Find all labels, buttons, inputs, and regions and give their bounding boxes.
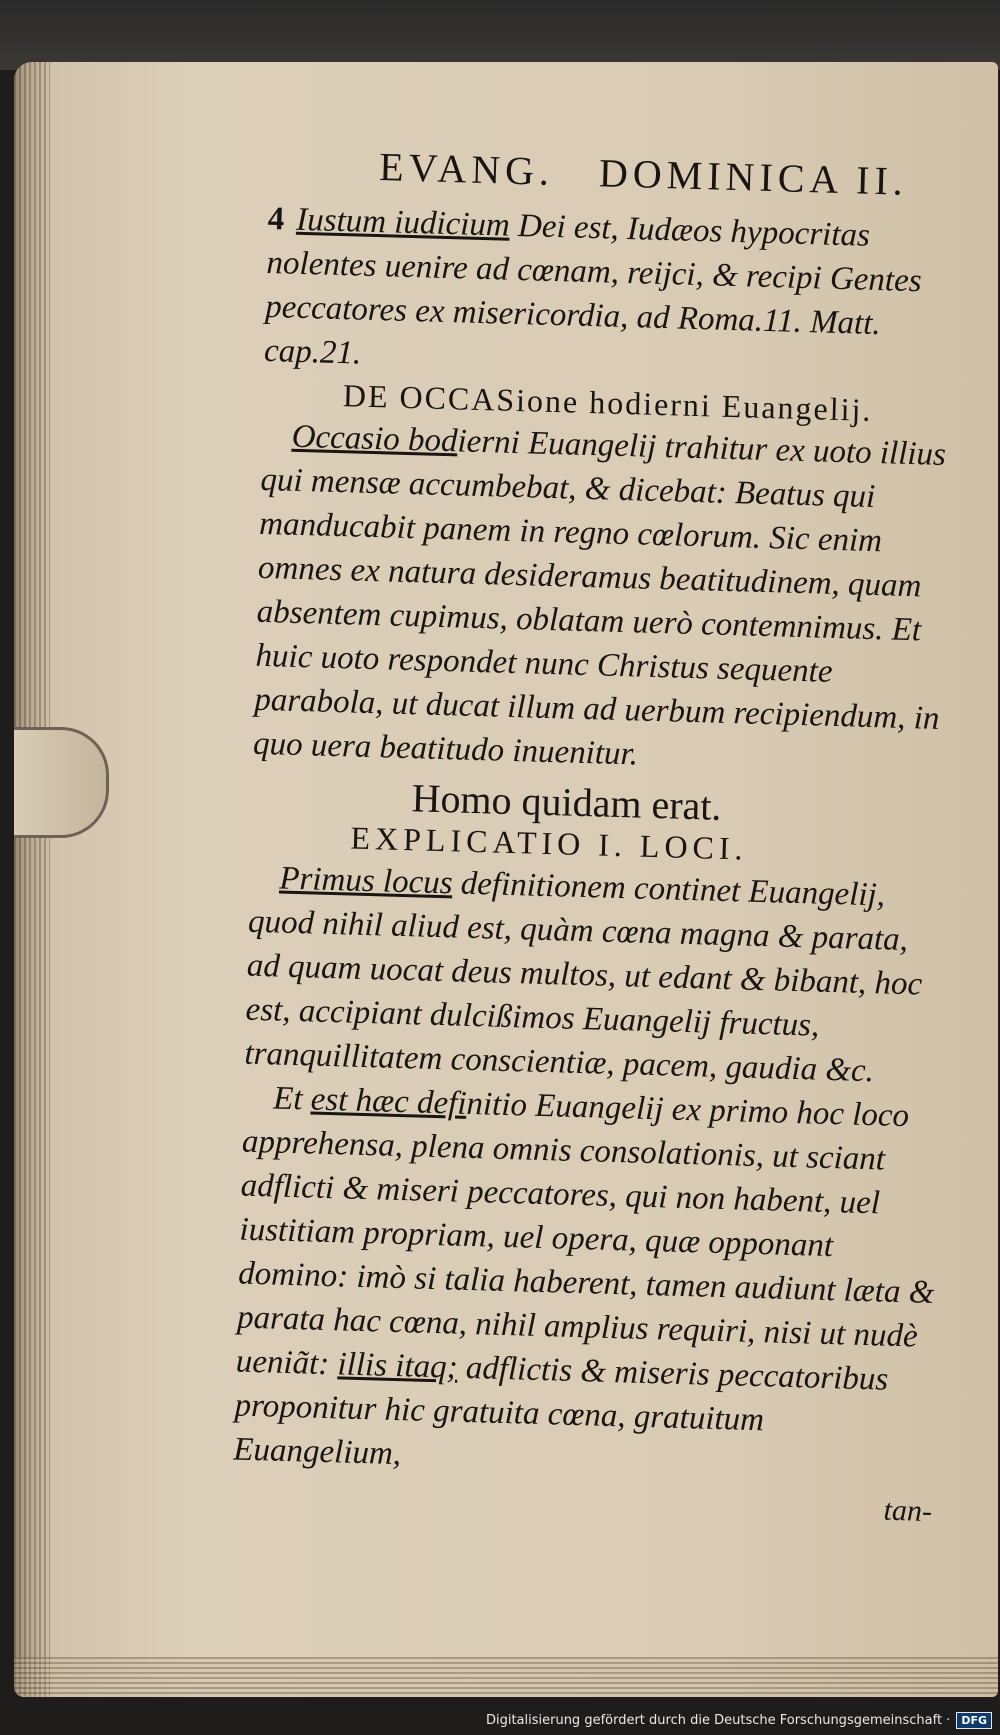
verse-heading: Homo quidam erat. (411, 775, 723, 829)
header-left: EVANG. (378, 144, 555, 194)
occasion-heading: DE OCCASione hodierni Euangelij. (342, 377, 873, 428)
occasion-paragraph (253, 414, 963, 785)
et-paragraph (233, 1076, 944, 1491)
item-number: 4 (267, 200, 285, 238)
scan-background (0, 0, 1000, 70)
paragraph-text: Dei est, Iudæos hypocritas nolentes uenire ad cœnam, reijci, & recipi Gentes peccatores ex misericordia, ad Roma.11. Matt. cap.21. (263, 207, 923, 372)
underlined-phrase: Iustum iudicium (295, 201, 511, 244)
primus-paragraph (244, 856, 950, 1095)
page-bottom-edge (14, 1657, 998, 1697)
paragraph-text: nitio Euangelij ex primo hoc loco apprehensa, plena omnis consolationis, ut sciant adflicti & miseri peccatores, qui non habent, uel iustitiam propriam, uel opera, quæ opponant domino: imò si talia haberent, tamen audiunt læta & parata hac cœna, nihil amplius requiri, nisi ut nudè ueniãt: (235, 1085, 935, 1383)
catchword: tan- (883, 1493, 933, 1529)
explicatio-heading: EXPLICATIO I. LOCI. (350, 819, 749, 867)
page-edge-stack (14, 62, 50, 1697)
header-right: DOMINICA II. (598, 150, 909, 204)
dfg-logo: DFG (956, 1712, 992, 1729)
credit-text: Digitalisierung gefördert durch die Deutsche Forschungsgemeinschaft · (485, 1712, 951, 1728)
page-text (232, 140, 970, 1529)
paragraph-text: definitionem continet Euangelij, quod nihil aliud est, quàm cœna magna & parata, ad quam uocat deus multos, ut edant & bibant, hoc est, accipiant dulcißimos Euangelij fructus, tranquillitatem conscientiæ, pacem, gaudia &c. (243, 865, 923, 1090)
underlined-phrase: Occasio bod (291, 418, 459, 460)
paragraph-lead: Et (272, 1080, 312, 1118)
item-4-paragraph (263, 197, 968, 392)
underlined-phrase: Primus locus (278, 860, 454, 902)
paragraph-text: ierni Euangelij trahitur ex uoto illius qui mensæ accumbebat, & dicebat: Beatus qui manducabit panem in regno cœlorum. Sic enim omnes ex natura desideramus beatitudinem, quam absentem cupimus, oblatam uerò contemnimus. Et huic uoto respondet nunc Christus sequente parabola, ut ducat illum ad uerbum recipiendum, in quo uera beatitudo inuenitur. (252, 423, 947, 773)
underlined-phrase-2: illis itaq; (337, 1346, 459, 1386)
digitization-credit (486, 1708, 992, 1732)
page-clip-tab (14, 727, 109, 838)
underlined-phrase: est hæc defi (310, 1081, 468, 1122)
paragraph-text-2: adflictis & miseris peccatoribus proponitur hic gratuita cœna, gratuitum Euangelium, (232, 1349, 889, 1473)
